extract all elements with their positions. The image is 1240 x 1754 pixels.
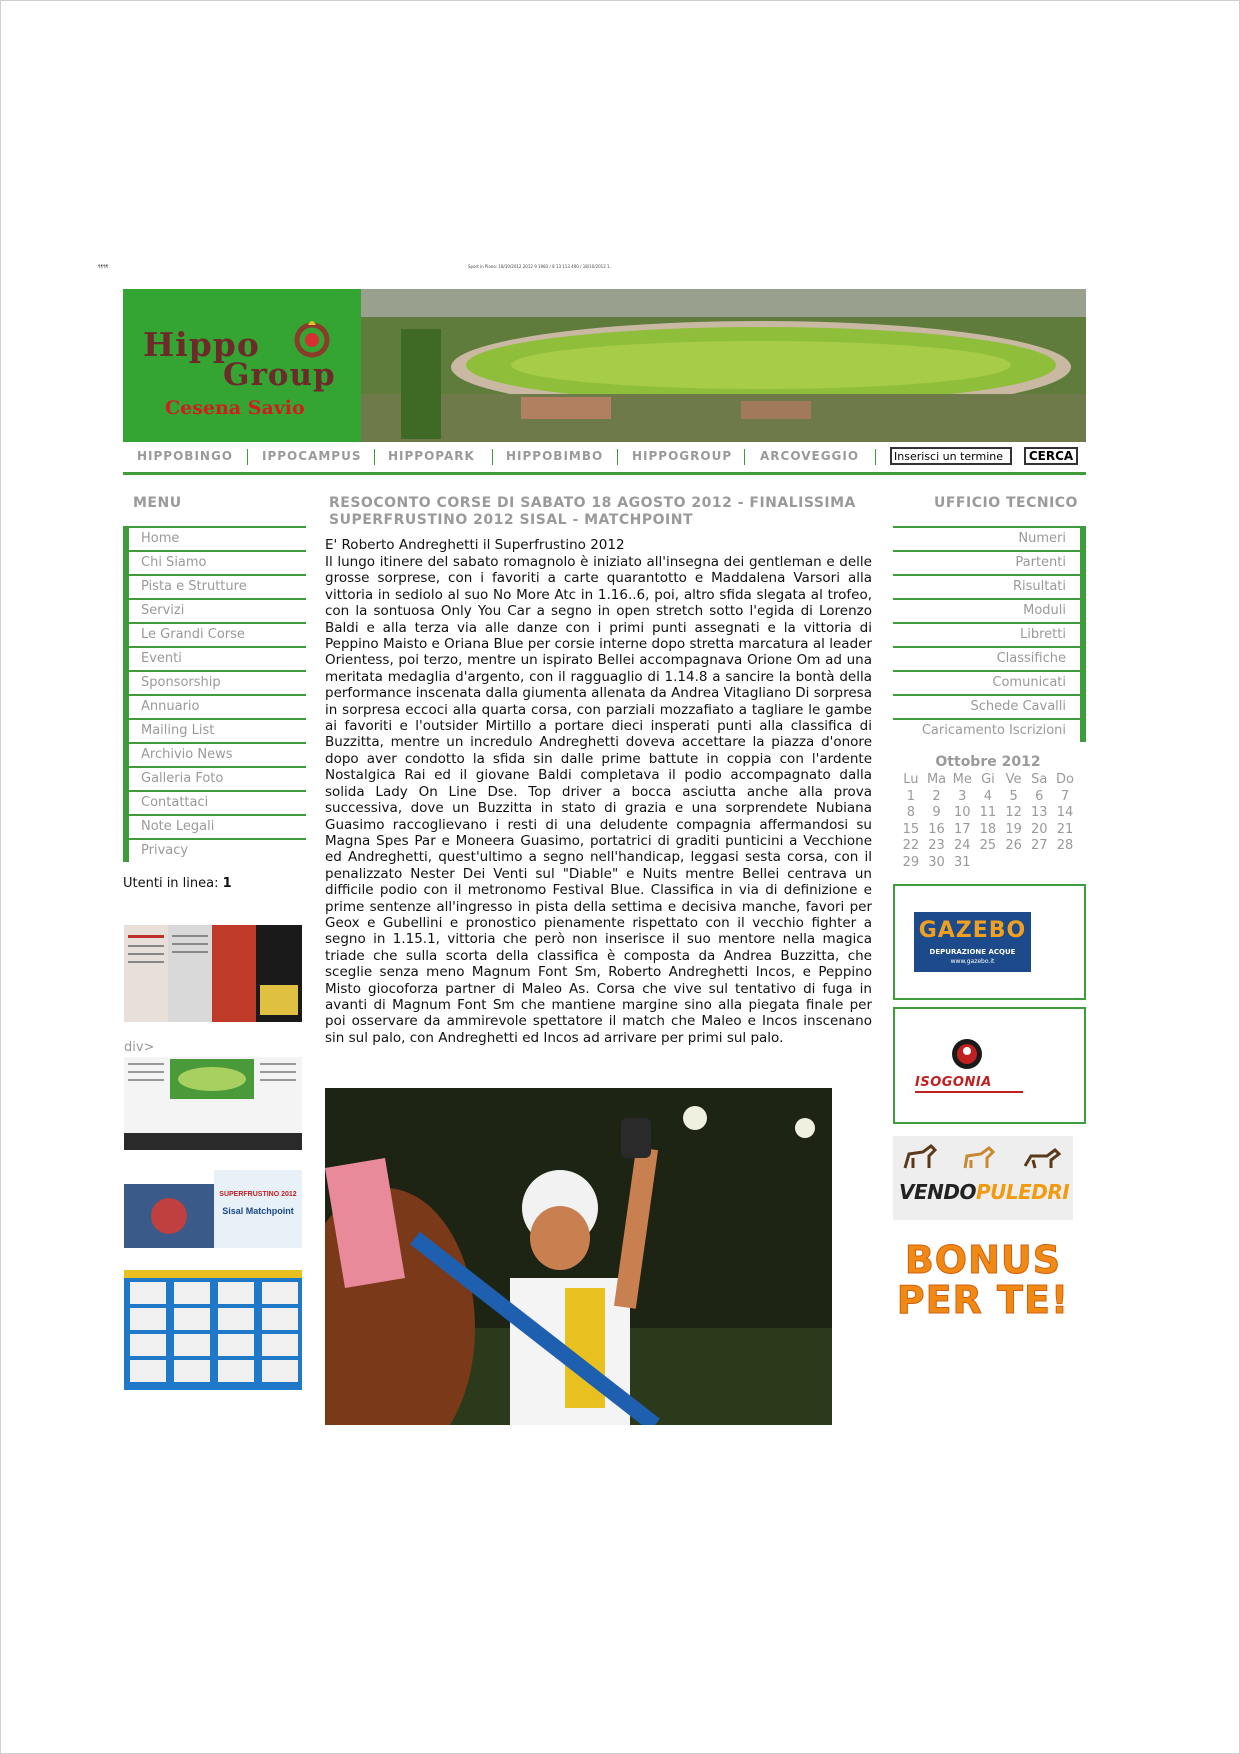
topnav-ippocampus[interactable]: IPPOCAMPUS — [262, 449, 362, 463]
right-item-numeri[interactable]: Numeri — [893, 528, 1086, 552]
menu-item-privacy[interactable]: Privacy — [123, 840, 306, 862]
calendar-day[interactable]: 28 — [1056, 838, 1074, 853]
winner-driver-photo — [325, 1088, 832, 1425]
calendar-day[interactable]: 1 — [906, 788, 915, 804]
weekday: Gi — [981, 772, 995, 787]
calendar-day[interactable]: 7 — [1060, 788, 1070, 804]
right-item-comunicati[interactable]: Comunicati — [893, 672, 1086, 696]
isogonia-text: ISOGONIA — [915, 1075, 992, 1090]
topnav-separator — [617, 449, 618, 465]
right-item-schede-cavalli[interactable]: Schede Cavalli — [893, 696, 1086, 720]
calendar-day[interactable]: 5 — [1009, 788, 1018, 804]
calendar-day[interactable]: 30 — [928, 854, 945, 870]
race-program-thumbnail[interactable] — [124, 1057, 302, 1150]
topnav-arcoveggio[interactable]: ARCOVEGGIO — [760, 449, 860, 463]
menu-item-galleria-foto[interactable]: Galleria Foto — [123, 768, 306, 792]
calendar-day[interactable]: 17 — [953, 821, 971, 837]
calendar-week — [898, 855, 1078, 872]
right-item-caricamento-iscrizioni[interactable]: Caricamento Iscrizioni — [893, 720, 1086, 742]
calendar-weekdays — [898, 772, 1078, 789]
calendar-day[interactable]: 21 — [1056, 821, 1074, 837]
weekday: Ve — [1005, 772, 1022, 787]
right-item-moduli[interactable]: Moduli — [893, 600, 1086, 624]
users-online-label: Utenti in linea: — [123, 876, 219, 891]
calendar-day[interactable]: 6 — [1035, 788, 1044, 804]
gazebo-title: GAZEBO — [918, 918, 1027, 943]
menu-item-annuario[interactable]: Annuario — [123, 696, 306, 720]
right-item-partenti[interactable]: Partenti — [893, 552, 1086, 576]
search-button[interactable]: CERCA — [1024, 447, 1078, 465]
calendar-day[interactable]: 18 — [979, 821, 997, 837]
calendar-day[interactable]: 2 — [932, 788, 941, 804]
logo-line-3: Cesena Savio — [165, 397, 305, 419]
topnav-separator — [744, 449, 745, 465]
users-online — [123, 876, 232, 891]
racetrack-banner-image — [361, 289, 1086, 442]
calendar-week — [898, 838, 1078, 855]
calendar-widget — [898, 754, 1078, 871]
puledri-word: PULEDRI — [975, 1180, 1070, 1204]
superfrustino-ad-thumbnail[interactable] — [124, 1170, 302, 1248]
topnav-separator — [247, 449, 248, 465]
drivers-grid-thumbnail[interactable] — [124, 1270, 302, 1390]
calendar-day[interactable]: 11 — [979, 805, 997, 820]
calendar-day[interactable]: 4 — [983, 788, 993, 804]
logo-line-1: Hippo — [143, 325, 260, 364]
vendo-puledri-ad[interactable] — [893, 1136, 1073, 1220]
right-item-classifiche[interactable]: Classifiche — [893, 648, 1086, 672]
topnav-separator — [374, 449, 375, 465]
calendar-day[interactable]: 26 — [1005, 838, 1022, 853]
weekday: Lu — [903, 772, 919, 787]
gazebo-subtitle: DEPURAZIONE ACQUE — [929, 948, 1016, 956]
calendar-day[interactable]: 8 — [906, 805, 915, 820]
event-poster-thumbnail[interactable] — [124, 925, 302, 1022]
horseshoe-logo-icon — [291, 317, 333, 359]
calendar-day[interactable]: 9 — [932, 805, 941, 820]
top-navigation — [123, 445, 1086, 475]
weekday: Sa — [1031, 772, 1048, 787]
article-title: RESOCONTO CORSE DI SABATO 18 AGOSTO 2012 - FINALISSIMA SUPERFRUSTINO 2012 SISAL - MATCHPOINT — [329, 495, 856, 528]
calendar-week — [898, 789, 1078, 806]
calendar-week — [898, 805, 1078, 822]
weekday: Ma — [926, 772, 947, 787]
superfrustino-subtitle: Sisal Matchpoint — [222, 1206, 294, 1216]
vendo-puledri-text — [899, 1180, 1069, 1204]
logo-line-2: Group — [223, 357, 336, 393]
calendar-day[interactable]: 31 — [953, 854, 971, 870]
calendar-day[interactable]: 13 — [1031, 805, 1048, 820]
menu-item-contattaci[interactable]: Contattaci — [123, 792, 306, 816]
left-menu-title: MENU — [133, 495, 182, 511]
menu-item-chi-siamo[interactable]: Chi Siamo — [123, 552, 306, 576]
calendar-day[interactable]: 10 — [953, 805, 971, 820]
calendar-day[interactable]: 19 — [1005, 821, 1022, 837]
menu-item-home[interactable]: Home — [123, 528, 306, 552]
isogonia-underline — [915, 1091, 1023, 1093]
weekday: Me — [952, 772, 972, 787]
calendar-day[interactable]: 27 — [1031, 838, 1048, 853]
calendar-day[interactable]: 16 — [928, 821, 945, 837]
superfrustino-title: SUPERFRUSTINO 2012 — [219, 1191, 297, 1198]
weekday: Do — [1055, 772, 1074, 787]
right-menu — [893, 526, 1086, 742]
topnav-separator — [492, 449, 493, 465]
menu-item-mailing-list[interactable]: Mailing List — [123, 720, 306, 744]
gazebo-logo — [914, 912, 1031, 972]
calendar-day[interactable]: 24 — [953, 838, 971, 853]
calendar-day[interactable]: 20 — [1031, 821, 1048, 837]
calendar-day[interactable]: 15 — [902, 821, 920, 837]
vendo-word: VENDO — [899, 1180, 976, 1204]
calendar-day — [1026, 855, 1052, 872]
gazebo-ad[interactable] — [893, 884, 1086, 1000]
article-subhead: E' Roberto Andreghetti il Superfrustino 2012 — [325, 537, 625, 553]
horses-icon — [901, 1144, 1066, 1174]
search-input[interactable]: Inserisci un termine — [890, 447, 1012, 465]
site-header — [123, 289, 1086, 442]
topnav-separator — [875, 449, 876, 465]
right-menu-title: UFFICIO TECNICO — [934, 495, 1078, 511]
article-body: Il lungo itinere del sabato romagnolo è iniziato all'insegna dei gentleman e delle grosse sorprese, con i favoriti a carte quarantotto e Maddalena Varsori alla vittoria in sediolo al suo No More Atc in 1.16..6, poi, altro sfida slegata al trofeo, con la sontuosa Only You Car a segno in open stretch sotto l'egida di Lorenzo Baldi e alla terza via alle danze con i primi punti assegnati e la vittoria di Peppino Maisto e Oriana Blue per corsie interne dopo stretta marcatura al leader Orientess, poi terzo, mentre un ispirato Bellei accompagnava Orione Om ad una meritata medaglia d'argento, con il ragguaglio di 1.14.8 a sancire la bontà della performance inscenata dalla giumenta allenata da Andrea Vitagliano Di sorpresa in sorpresa eccoci alla quarta corsa, con parziali mozzafiato a tagliare le gambe ai favoriti e l'outsider Mirtillo a portare dieci insperati punti alla classifica di Buzzitta, mentre un incredulo Andreghetti doveva accettare la piazza d'onore dopo aver condotto la sfida sin dalle prime battute in coppia con l'ardente Nostalgica Rai ed il giovane Baldi completava il podio accompagnato dalla solida Lady On Line Dse. Top driver a bocca asciutta anche alla prova successiva, dove un Buzzitta in stato di grazia e una sorprendete Nubiana Guasimo raccoglievano i resti di una deludente compagnia affermandosi su Magna Spes Par e Moneera Guasimo, portatrici di graditi punticini a Vecchione ed Andreghetti, quest'ultimo a segno nell'handicap, leggasi sesta corsa, con il penalizzato Nester Dei Venti sul "Diable" e Nuits mentre Bellei centrava un difficile podio con il metronomo Festival Blue. Classifica in via di definizione e prime sentenze all'ingresso in pista della settima e decisiva manche, favori per Geox e Gubellini e pronostico pienamente rispettato con il vecchio fighter a segno in 1.15.1, vittoria che però non inserisce il suo mentore nella magica triade che sulla scorta della classifica è composta da Andrea Buzzitta, che sceglie senza meno Magnum Font Sm, Roberto Andreghetti Incos, e Peppino Misto giocoforza partner di Maleo As. Corsa che vive sul tentativo di fuga in avanti di Magnum Font Sm che mantiene margine sino alla piegata finale per poi osservare da ammirevole spettatore il match che Maleo e Incos inscenano sin sul palo, con Andreghetti ed Incos ad arrivare per primi sul palo. — [325, 554, 872, 1046]
isogonia-ad[interactable] — [893, 1007, 1086, 1124]
gazebo-url: www.gazebo.it — [950, 958, 995, 965]
print-header-center: Sport in Piano: 18/10/2012 2012 9 1983 / 8 13 113 400 / 18/10/2012 1. — [468, 264, 611, 269]
left-menu — [123, 526, 306, 862]
menu-item-sponsorship[interactable]: Sponsorship — [123, 672, 306, 696]
menu-item-servizi[interactable]: Servizi — [123, 600, 306, 624]
calendar-day — [1052, 855, 1078, 872]
calendar-day[interactable]: 29 — [902, 854, 920, 870]
isogonia-logo-icon — [950, 1037, 984, 1071]
menu-item-pista-strutture[interactable]: Pista e Strutture — [123, 576, 306, 600]
calendar-day[interactable]: 23 — [928, 838, 945, 853]
menu-item-note-legali[interactable]: Note Legali — [123, 816, 306, 840]
menu-item-grandi-corse[interactable]: Le Grandi Corse — [123, 624, 306, 648]
calendar-day[interactable]: 25 — [979, 838, 997, 853]
calendar-month: Ottobre 2012 — [935, 754, 1041, 770]
div-label: div> — [124, 1040, 155, 1055]
bonus-per-te-ad[interactable]: BONUS PER TE! — [896, 1238, 1070, 1322]
right-item-risultati[interactable]: Risultati — [893, 576, 1086, 600]
topnav-hippobimbo[interactable]: HIPPOBIMBO — [506, 449, 604, 463]
menu-item-eventi[interactable]: Eventi — [123, 648, 306, 672]
menu-item-archivio-news[interactable]: Archivio News — [123, 744, 306, 768]
calendar-day[interactable]: 22 — [902, 838, 920, 853]
site-logo[interactable] — [123, 289, 361, 442]
calendar-week — [898, 822, 1078, 839]
users-online-count: 1 — [222, 876, 232, 891]
calendar-day[interactable]: 14 — [1056, 805, 1074, 820]
print-header-left: ¶¶¶¶ — [98, 264, 109, 269]
topnav-hippopark[interactable]: HIPPOPARK — [388, 449, 475, 463]
topnav-hippogroup[interactable]: HIPPOGROUP — [632, 449, 733, 463]
topnav-hippobingo[interactable]: HIPPOBINGO — [137, 449, 234, 463]
calendar-day — [975, 855, 1001, 872]
calendar-day — [1001, 855, 1027, 872]
calendar-day[interactable]: 3 — [958, 788, 967, 804]
calendar-day[interactable]: 12 — [1005, 805, 1022, 820]
right-item-libretti[interactable]: Libretti — [893, 624, 1086, 648]
